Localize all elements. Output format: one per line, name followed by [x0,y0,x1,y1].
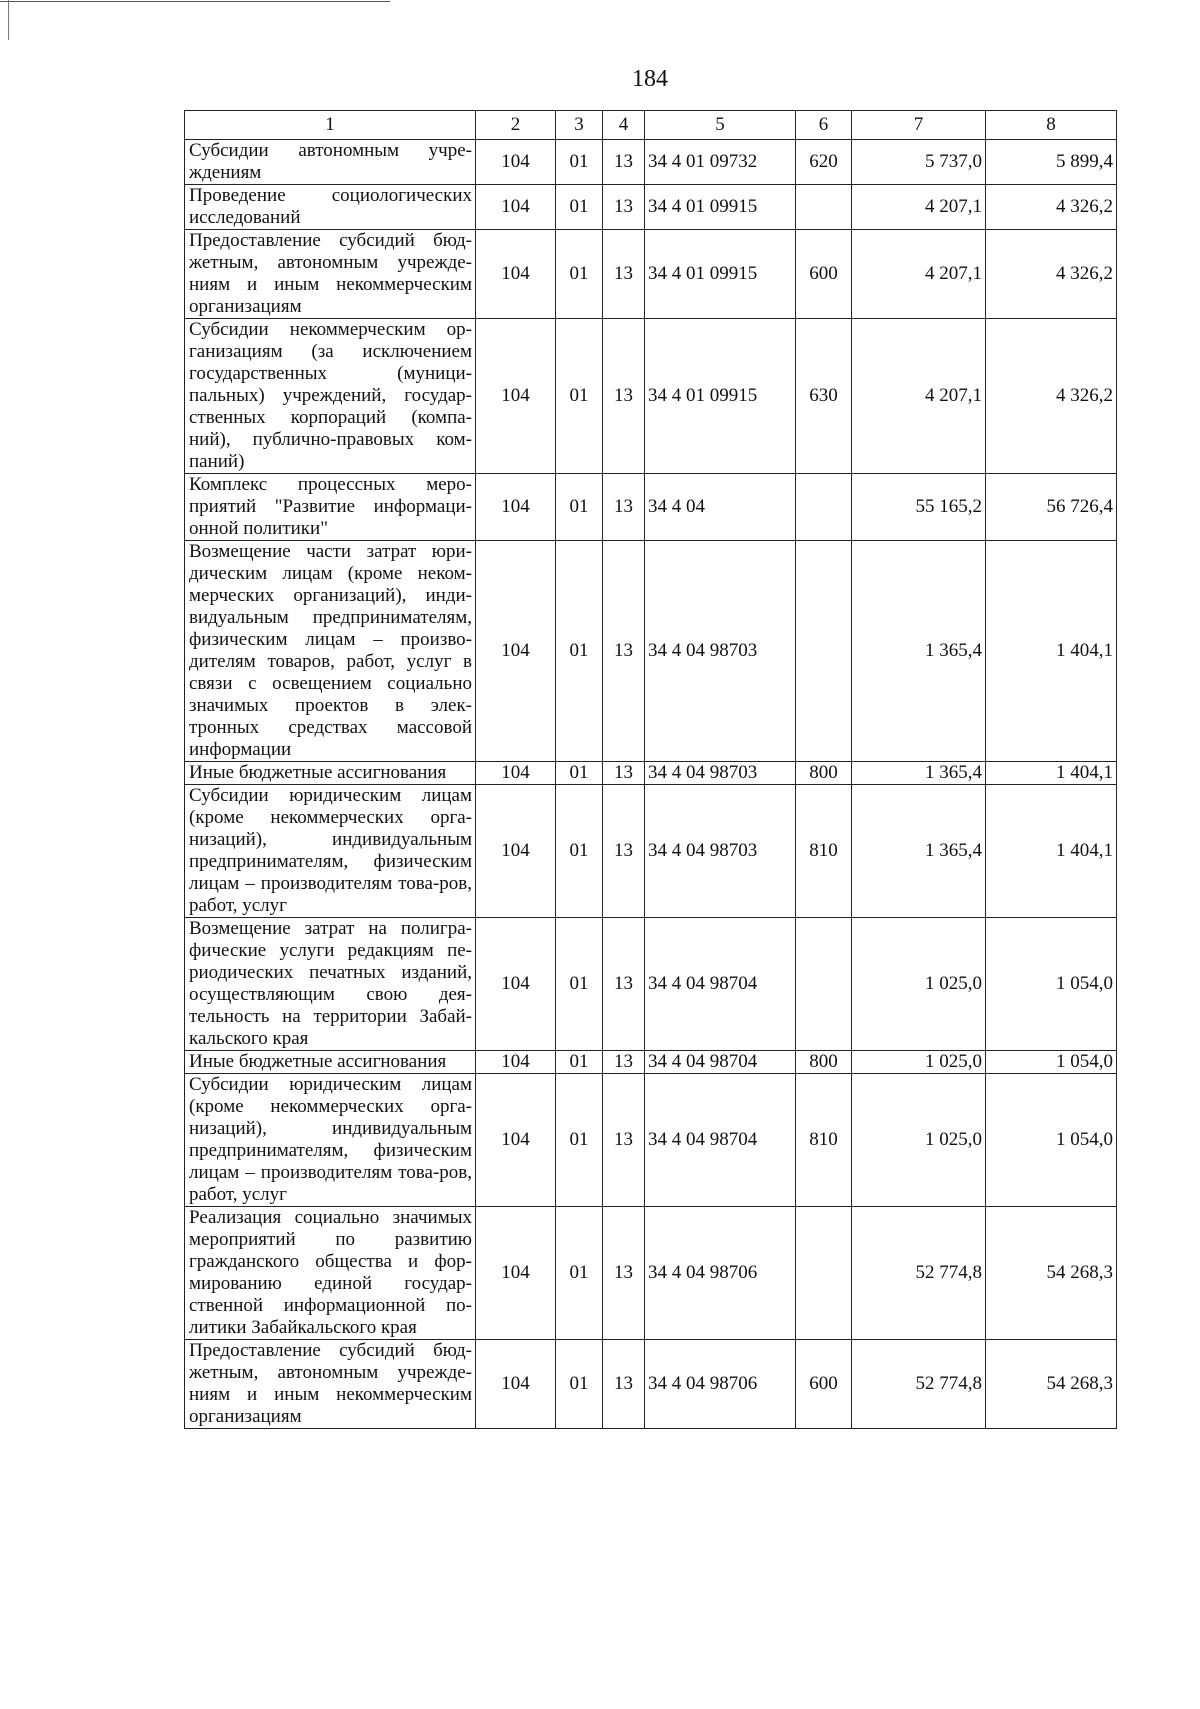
amount-year1-cell: 55 165,2 [852,474,986,541]
expense-type-cell [796,474,852,541]
amount-year2-cell: 54 268,3 [986,1340,1117,1429]
ministry-code-cell: 104 [476,541,556,762]
item-name-cell: Иные бюджетные ассигнования [185,762,476,785]
target-article-cell: 34 4 04 98704 [645,1074,796,1207]
table-row [185,319,1117,474]
target-article-cell: 34 4 04 98706 [645,1207,796,1340]
subsection-code-cell: 13 [603,474,645,541]
section-code-cell: 01 [556,541,603,762]
table-row [185,762,1117,785]
amount-year1-cell: 1 025,0 [852,1051,986,1074]
expense-type-cell: 800 [796,1051,852,1074]
header-cell: 2 [476,111,556,140]
subsection-code-cell: 13 [603,230,645,319]
target-article-cell: 34 4 04 98703 [645,785,796,918]
target-article-cell: 34 4 04 98704 [645,918,796,1051]
amount-year2-cell: 56 726,4 [986,474,1117,541]
budget-table [184,110,1117,1429]
amount-year2-cell: 1 054,0 [986,918,1117,1051]
expense-type-cell: 600 [796,1340,852,1429]
subsection-code-cell: 13 [603,1207,645,1340]
subsection-code-cell: 13 [603,319,645,474]
table-row [185,474,1117,541]
section-code-cell: 01 [556,319,603,474]
header-cell: 8 [986,111,1117,140]
subsection-code-cell: 13 [603,1340,645,1429]
subsection-code-cell: 13 [603,1074,645,1207]
target-article-cell: 34 4 04 98704 [645,1051,796,1074]
table-row [185,185,1117,230]
subsection-code-cell: 13 [603,1051,645,1074]
ministry-code-cell: 104 [476,140,556,185]
header-cell: 7 [852,111,986,140]
target-article-cell: 34 4 01 09915 [645,319,796,474]
header-cell: 5 [645,111,796,140]
amount-year2-cell: 1 404,1 [986,541,1117,762]
expense-type-cell [796,1207,852,1340]
page-number: 184 [632,66,668,92]
header-cell: 6 [796,111,852,140]
scan-edge-mark [8,0,9,40]
amount-year2-cell: 5 899,4 [986,140,1117,185]
section-code-cell: 01 [556,474,603,541]
amount-year2-cell: 54 268,3 [986,1207,1117,1340]
ministry-code-cell: 104 [476,785,556,918]
amount-year1-cell: 4 207,1 [852,185,986,230]
ministry-code-cell: 104 [476,918,556,1051]
header-cell: 1 [185,111,476,140]
target-article-cell: 34 4 01 09915 [645,185,796,230]
item-name-cell: Субсидии юридическим лицам (кроме некоммерческих орга-низаций), индивидуальным предпринимателям, физическим лицам – производителям това-ров, работ, услуг [185,1074,476,1207]
amount-year1-cell: 1 365,4 [852,541,986,762]
amount-year1-cell: 1 365,4 [852,762,986,785]
item-name-cell: Проведение социологических исследований [185,185,476,230]
subsection-code-cell: 13 [603,185,645,230]
amount-year2-cell: 1 054,0 [986,1074,1117,1207]
amount-year1-cell: 5 737,0 [852,140,986,185]
table-row [185,140,1117,185]
section-code-cell: 01 [556,1074,603,1207]
scan-edge-line [0,1,390,2]
table-row [185,1207,1117,1340]
amount-year1-cell: 1 365,4 [852,785,986,918]
amount-year1-cell: 4 207,1 [852,230,986,319]
table-row [185,1051,1117,1074]
ministry-code-cell: 104 [476,1051,556,1074]
target-article-cell: 34 4 04 98703 [645,541,796,762]
amount-year1-cell: 1 025,0 [852,918,986,1051]
expense-type-cell [796,918,852,1051]
target-article-cell: 34 4 01 09915 [645,230,796,319]
ministry-code-cell: 104 [476,1074,556,1207]
expense-type-cell: 600 [796,230,852,319]
amount-year2-cell: 4 326,2 [986,230,1117,319]
expense-type-cell: 810 [796,785,852,918]
section-code-cell: 01 [556,1207,603,1340]
item-name-cell: Субсидии автономным учре- ждениям [185,140,476,185]
amount-year1-cell: 52 774,8 [852,1340,986,1429]
expense-type-cell [796,541,852,762]
ministry-code-cell: 104 [476,474,556,541]
header-cell: 3 [556,111,603,140]
subsection-code-cell: 13 [603,918,645,1051]
section-code-cell: 01 [556,918,603,1051]
header-row [185,111,1117,140]
section-code-cell: 01 [556,185,603,230]
item-name-cell: Субсидии юридическим лицам (кроме некоммерческих орга-низаций), индивидуальным предпринимателям, физическим лицам – производителям това-ров, работ, услуг [185,785,476,918]
section-code-cell: 01 [556,1340,603,1429]
target-article-cell: 34 4 04 [645,474,796,541]
amount-year1-cell: 1 025,0 [852,1074,986,1207]
item-name-cell: Предоставление субсидий бюд-жетным, автономным учрежде-ниям и иным некоммерческим организациям [185,230,476,319]
expense-type-cell: 630 [796,319,852,474]
section-code-cell: 01 [556,785,603,918]
table-row [185,230,1117,319]
item-name-cell: Возмещение части затрат юри-дическим лицам (кроме неком-мерческих организаций), инди-видуальным предпринимателям, физическим лицам – произво-дителям товаров, работ, услуг в связи с освещением социально значимых проектов в элек-тронных средствах массовой информации [185,541,476,762]
table-row [185,1074,1117,1207]
ministry-code-cell: 104 [476,319,556,474]
item-name-cell: Реализация социально значимых мероприятий по развитию гражданского общества и фор-мированию единой государ-ственной информационной по-литики Забайкальского края [185,1207,476,1340]
expense-type-cell: 800 [796,762,852,785]
ministry-code-cell: 104 [476,1340,556,1429]
expense-type-cell [796,185,852,230]
table-row [185,1340,1117,1429]
table-row [185,785,1117,918]
section-code-cell: 01 [556,762,603,785]
section-code-cell: 01 [556,230,603,319]
item-name-cell: Возмещение затрат на полигра-фические услуги редакциям пе-риодических печатных изданий, осуществляющим свою дея-тельность на территории Забай-кальского края [185,918,476,1051]
expense-type-cell: 810 [796,1074,852,1207]
header-cell: 4 [603,111,645,140]
table-body [185,140,1117,1429]
subsection-code-cell: 13 [603,762,645,785]
amount-year2-cell: 1 404,1 [986,785,1117,918]
target-article-cell: 34 4 01 09732 [645,140,796,185]
item-name-cell: Субсидии некоммерческим ор-ганизациям (за исключением государственных (муници-пальных) учреждений, государ-ственных корпораций (компа-ний), публично-правовых ком-паний) [185,319,476,474]
amount-year1-cell: 4 207,1 [852,319,986,474]
subsection-code-cell: 13 [603,140,645,185]
amount-year2-cell: 4 326,2 [986,319,1117,474]
subsection-code-cell: 13 [603,541,645,762]
section-code-cell: 01 [556,1051,603,1074]
ministry-code-cell: 104 [476,762,556,785]
ministry-code-cell: 104 [476,185,556,230]
amount-year2-cell: 1 054,0 [986,1051,1117,1074]
expense-type-cell: 620 [796,140,852,185]
table-row [185,918,1117,1051]
amount-year2-cell: 1 404,1 [986,762,1117,785]
ministry-code-cell: 104 [476,1207,556,1340]
item-name-cell: Предоставление субсидий бюд-жетным, автономным учрежде-ниям и иным некоммерческим организациям [185,1340,476,1429]
table-row [185,541,1117,762]
ministry-code-cell: 104 [476,230,556,319]
target-article-cell: 34 4 04 98706 [645,1340,796,1429]
section-code-cell: 01 [556,140,603,185]
item-name-cell: Комплекс процессных меро-приятий "Развитие информаци-онной политики" [185,474,476,541]
amount-year2-cell: 4 326,2 [986,185,1117,230]
item-name-cell: Иные бюджетные ассигнования [185,1051,476,1074]
amount-year1-cell: 52 774,8 [852,1207,986,1340]
subsection-code-cell: 13 [603,785,645,918]
target-article-cell: 34 4 04 98703 [645,762,796,785]
